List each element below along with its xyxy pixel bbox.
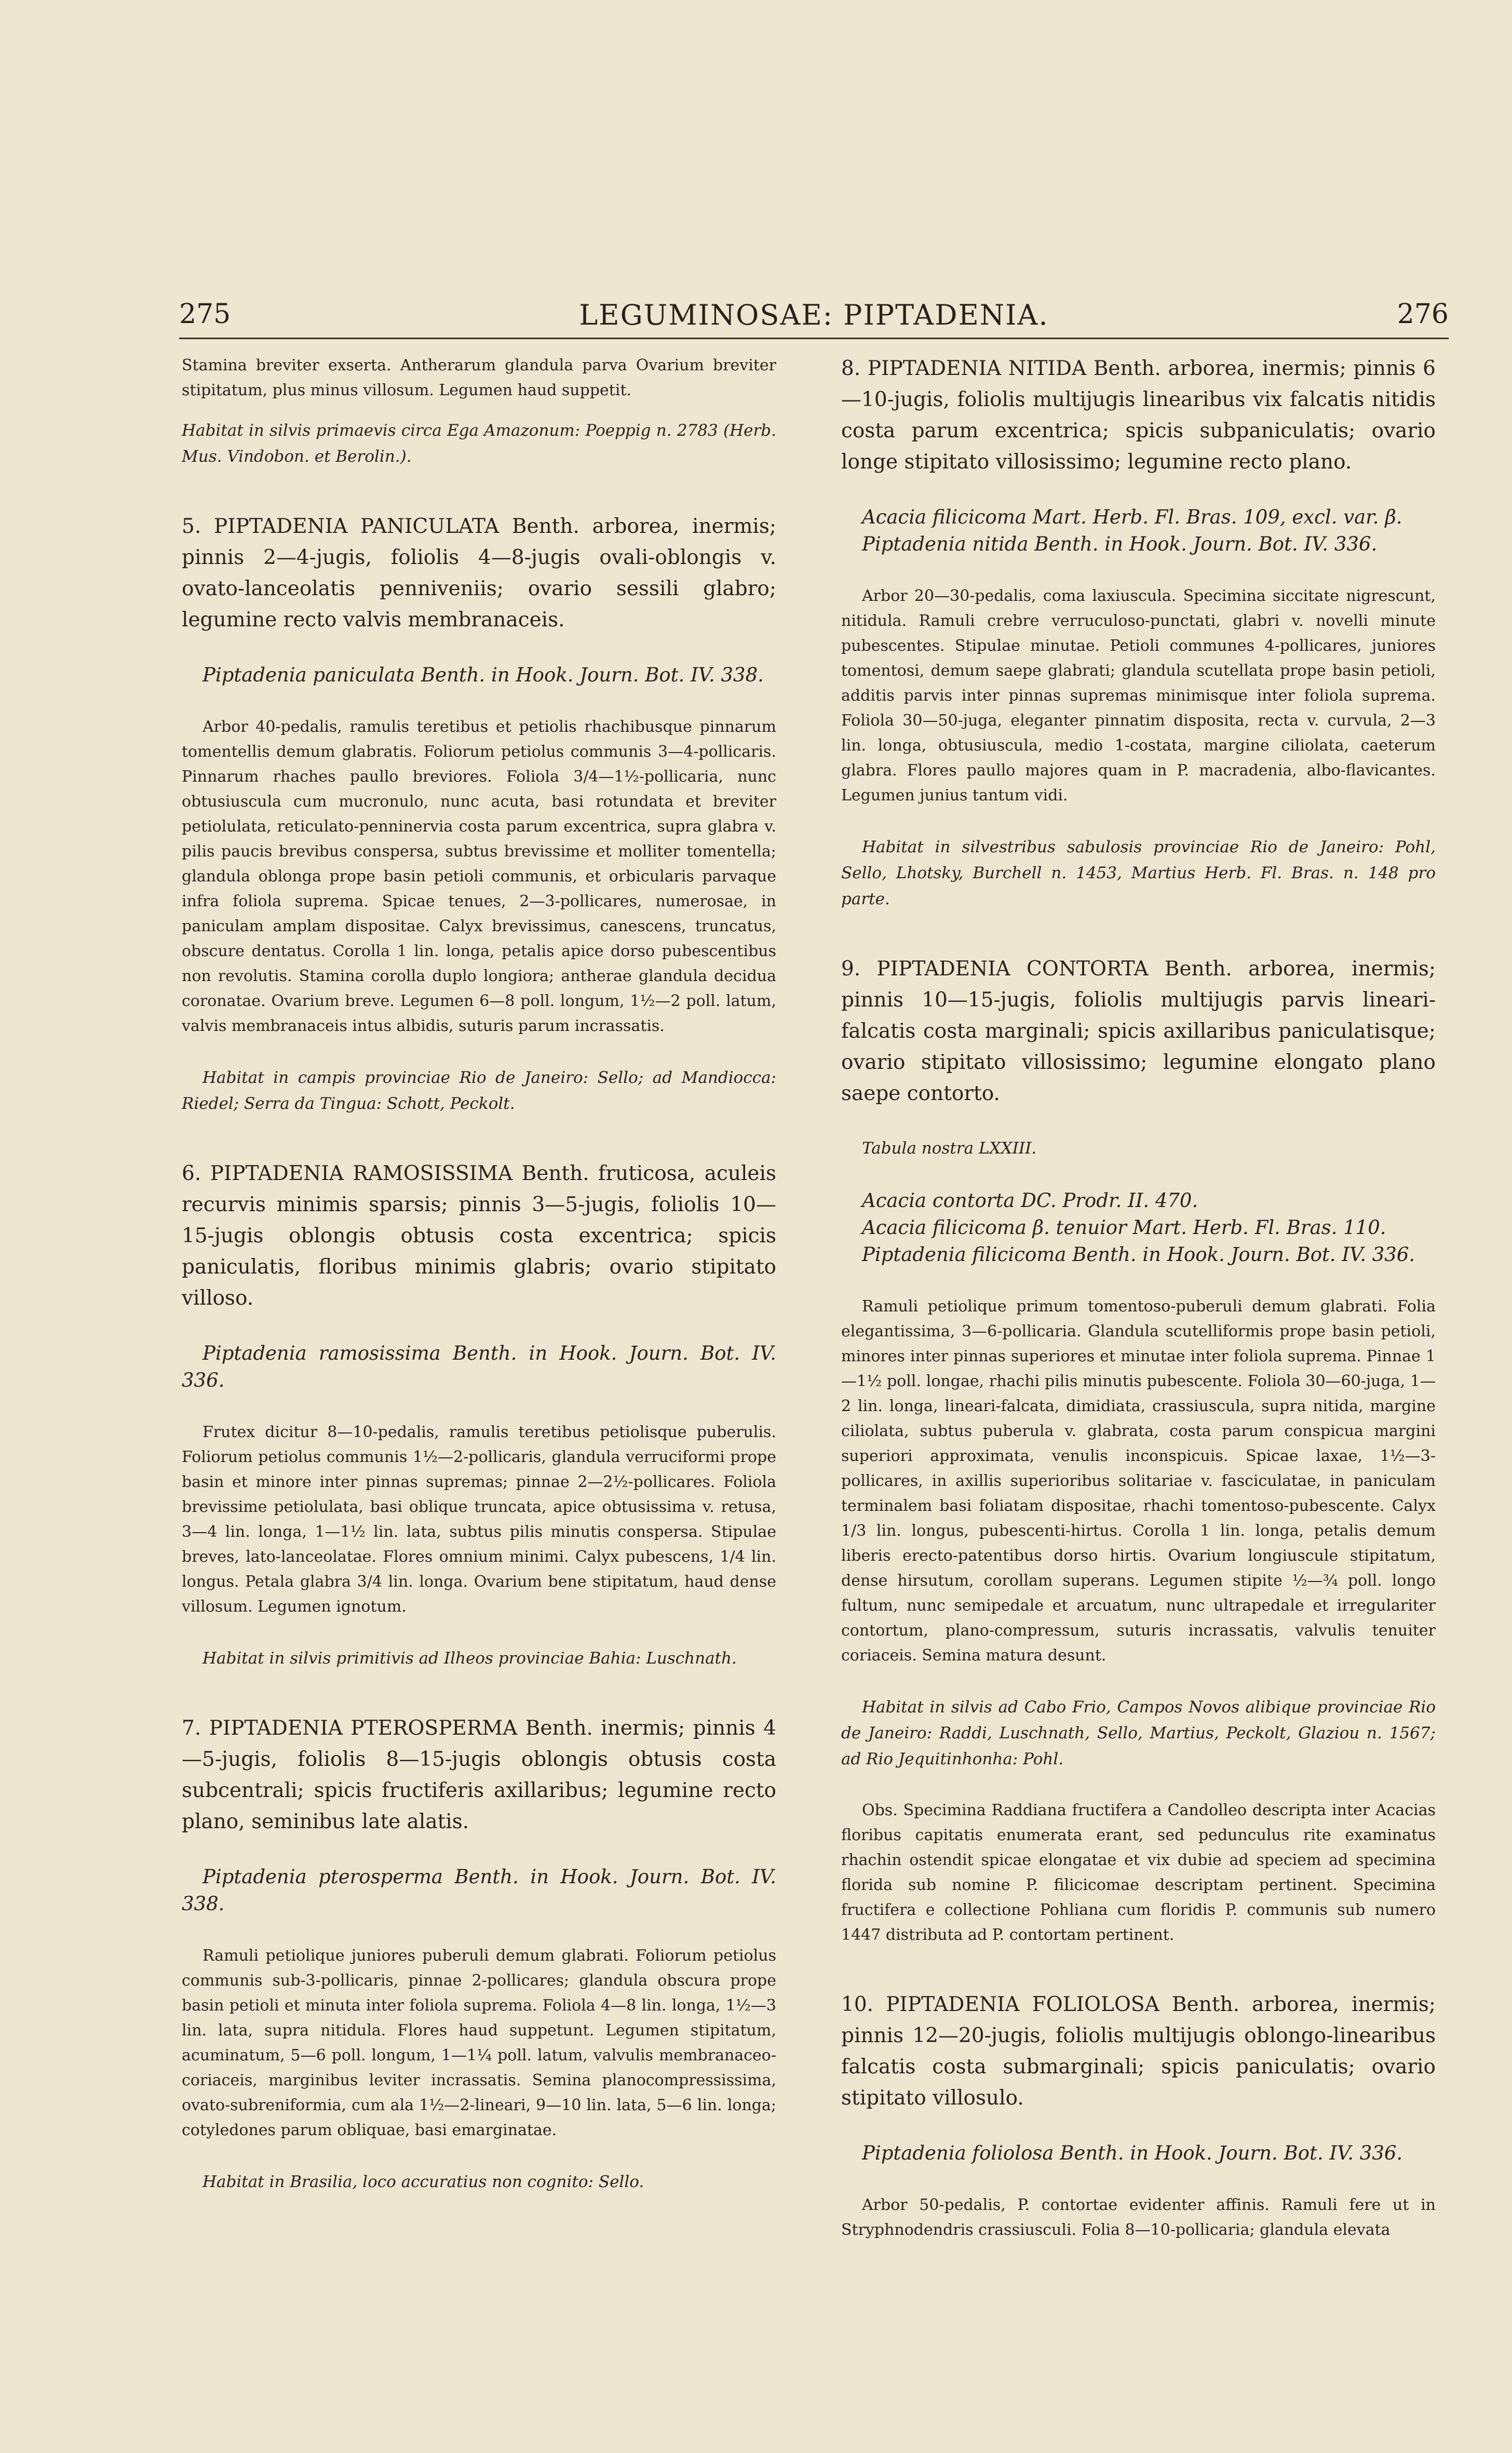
continued-habitat: Habitat in silvis primaevis circa Ega Amazonum: Poeppig n. 2783 (Herb. Mus. Vindobon. et Berolin.). <box>182 421 776 466</box>
species-9-synonym-1: Acacia contorta DC. Prodr. II. 470. <box>862 1189 1198 1212</box>
species-8-description: Arbor 20—30-pedalis, coma laxiuscula. Specimina siccitate nigrescunt, nitidula. Ramuli crebre verruculoso-punctati, glabri v. novelli minute pubescentes. Stipulae minutae. Petioli communes 4-pollicares, juniores tomentosi, demum saepe glabrati; glandula scutellata prope basin petioli, additis parvis inter pinnas supremas minimisque inter foliola suprema. Foliola 30—50-juga, eleganter pinnatim disposita, recta v. curvula, 2—3 lin. longa, obtusiuscula, medio 1-costata, margine ciliolata, caeterum glabra. Flores paullo majores quam in P. macradenia, albo-flavicantes. Legumen junius tantum vidi. <box>841 587 1436 805</box>
species-5-diagnosis: 5. PIPTADENIA PANICULATA Benth. arborea, inermis; pinnis 2—4-jugis, foliolis 4—8-jugis ovali-oblongis v. ovato-lanceolatis penniveniis; ovario sessili glabro; legumine recto valvis membranaceis. <box>182 515 776 632</box>
species-9-habitat: Habitat in silvis ad Cabo Frio, Campos Novos alibique provinciae Rio de Janeiro: Raddi, Luschnath, Sello, Martius, Peckolt, Glaziou n. 1567; ad Rio Jequitinhonha: Pohl. <box>841 1698 1436 1768</box>
species-9-observation: Obs. Specimina Raddiana fructifera a Candolleo descripta inter Acacias floribus capitatis enumerata erant, sed pedunculus rite examinatus rhachin ostendit spicae elongatae et vix dubie ad speciem ad specimina florida sub nomine P. filicicomae descriptam pertinent. Specimina fructifera e collectione Pohliana cum floridis P. communis sub numero 1447 distributa ad P. contortam pertinent. <box>841 1801 1436 1944</box>
species-9-diagnosis: 9. PIPTADENIA CONTORTA Benth. arborea, inermis; pinnis 10—15-jugis, foliolis multijugis parvis lineari-falcatis costa marginali; spicis axillaribus paniculatisque; ovario stipitato villosissimo; legumine elongato plano saepe contorto. <box>841 957 1436 1105</box>
species-10-synonym: Piptadenia foliolosa Benth. in Hook. Journ. Bot. IV. 336. <box>862 2142 1403 2164</box>
species-10-description: Arbor 50-pedalis, P. contortae evidenter affinis. Ramuli fere ut in Stryphnodendris crassiusculi. Folia 8—10-pollicaria; glandula elevata <box>841 2196 1436 2239</box>
continued-description: Stamina breviter exserta. Antherarum glandula parva Ovarium breviter stipitatum, plus minus villosum. Legumen haud suppetit. <box>182 356 776 399</box>
species-6-description: Frutex dicitur 8—10-pedalis, ramulis teretibus petiolisque puberulis. Foliorum petiolus communis 1½—2-pollicaris, glandula verruciformi prope basin et minore inter pinnas supremas; pinnae 2—2½-pollicares. Foliola brevissime petiolulata, basi oblique truncata, apice obtusissima v. retusa, 3—4 lin. longa, 1—1½ lin. lata, subtus pilis minutis conspersa. Stipulae breves, lato-lanceolatae. Flores omnium minimi. Calyx pubescens, 1/4 lin. longus. Petala glabra 3/4 lin. longa. Ovarium bene stipitatum, haud dense villosum. Legumen ignotum. <box>182 1423 776 1616</box>
running-title: LEGUMINOSAE: PIPTADENIA. <box>579 299 1049 331</box>
header-rule <box>179 338 1449 339</box>
species-7-diagnosis: 7. PIPTADENIA PTEROSPERMA Benth. inermis; pinnis 4—5-jugis, foliolis 8—15-jugis oblongis obtusis costa subcentrali; spicis fructiferis axillaribus; legumine recto plano, seminibus late alatis. <box>182 1717 776 1833</box>
species-7-synonym: Piptadenia pterosperma Benth. in Hook. Journ. Bot. IV. 338. <box>182 1866 776 1915</box>
species-10-diagnosis: 10. PIPTADENIA FOLIOLOSA Benth. arborea, inermis; pinnis 12—20-jugis, foliolis multijugis oblongo-linearibus falcatis costa submarginali; spicis paniculatis; ovario stipitato villosulo. <box>841 1993 1436 2110</box>
species-6-diagnosis: 6. PIPTADENIA RAMOSISSIMA Benth. fruticosa, aculeis recurvis minimis sparsis; pinnis 3—5-jugis, foliolis 10—15-jugis oblongis obtusis costa excentrica; spicis paniculatis, floribus minimis glabris; ovario stipitato villoso. <box>182 1162 776 1310</box>
species-5-description: Arbor 40-pedalis, ramulis teretibus et petiolis rhachibusque pinnarum tomentellis demum glabratis. Foliorum petiolus communis 3—4-pollicaris. Pinnarum rhaches paullo breviores. Foliola 3/4—1½-pollicaria, nunc obtusiuscula cum mucronulo, nunc acuta, basi rotundata et breviter petiolulata, reticulato-penninervia costa parum excentrica, supra glabra v. pilis paucis brevibus conspersa, subtus brevissime et molliter tomentella; glandula oblonga prope basin petioli communis, et orbicularis parvaque infra foliola suprema. Spicae tenues, 2—3-pollicares, numerosae, in paniculam amplam dispositae. Calyx brevissimus, canescens, truncatus, obscure dentatus. Corolla 1 lin. longa, petalis apice dorso pubescentibus non revolutis. Stamina corolla duplo longiora; antherae glandula decidua coronatae. Ovarium breve. Legumen 6—8 poll. longum, 1½—2 poll. latum, valvis membranaceis intus albidis, suturis parum incrassatis. <box>182 718 776 1035</box>
species-5-habitat: Habitat in campis provinciae Rio de Janeiro: Sello; ad Mandiocca: Riedel; Serra da Tingua: Schott, Peckolt. <box>182 1068 776 1113</box>
right-column <box>841 353 1436 2243</box>
species-6-synonym: Piptadenia ramosissima Benth. in Hook. Journ. Bot. IV. 336. <box>182 1342 776 1391</box>
species-7-habitat: Habitat in Brasilia, loco accuratius non cognito: Sello. <box>203 2173 644 2191</box>
species-8-habitat: Habitat in silvestribus sabulosis provinciae Rio de Janeiro: Pohl, Sello, Lhotsky, Burchell n. 1453, Martius Herb. Fl. Bras. n. 148 pro parte. <box>841 838 1436 908</box>
species-7-description: Ramuli petiolique juniores puberuli demum glabrati. Foliorum petiolus communis sub-3-pollicaris, pinnae 2-pollicares; glandula obscura prope basin petioli et minuta inter foliola suprema. Foliola 4—8 lin. longa, 1½—3 lin. lata, supra nitidula. Flores haud suppetunt. Legumen stipitatum, acuminatum, 5—6 poll. longum, 1—1¼ poll. latum, valvulis membranaceo-coriaceis, marginibus leviter incrassatis. Semina planocompressissima, ovato-subreniformia, cum ala 1½—2-lineari, 9—10 lin. lata, 5—6 lin. longa; cotyledones parum obliquae, basi emarginatae. <box>182 1947 776 2139</box>
left-column <box>182 353 776 2195</box>
species-9-synonym-2: Acacia filicicoma β. tenuior Mart. Herb. Fl. Bras. 110. <box>862 1216 1386 1239</box>
species-8-synonym-2: Piptadenia nitida Benth. in Hook. Journ. Bot. IV. 336. <box>862 533 1378 555</box>
species-9-plate-reference: Tabula nostra LXXIII. <box>862 1139 1037 1158</box>
species-5-synonym: Piptadenia paniculata Benth. in Hook. Journ. Bot. IV. 338. <box>203 664 764 686</box>
page-number-left: 275 <box>179 299 231 330</box>
species-8-synonym-1: Acacia filicicoma Mart. Herb. Fl. Bras. 109, excl. var. β. <box>862 506 1402 528</box>
species-9-synonym-3: Piptadenia filicicoma Benth. in Hook. Journ. Bot. IV. 336. <box>862 1243 1415 1266</box>
species-9-description: Ramuli petiolique primum tomentoso-puberuli demum glabrati. Folia elegantissima, 3—6-pollicaria. Glandula scutelliformis prope basin petioli, minores inter pinnas superiores et minutae inter foliola suprema. Pinnae 1—1½ poll. longae, rhachi pilis minutis pubescente. Foliola 30—60-juga, 1—2 lin. longa, lineari-falcata, dimidiata, crassiuscula, supra nitida, margine ciliolata, subtus puberula v. glabrata, costa parum conspicua margini superiori approximata, venulis inconspicuis. Spicae laxae, 1½—3-pollicares, in axillis superioribus solitariae v. fasciculatae, in paniculam terminalem basi foliatam dispositae, rhachi tomentoso-pubescente. Calyx 1/3 lin. longus, pubescenti-hirtus. Corolla 1 lin. longa, petalis demum liberis erecto-patentibus dorso hirtis. Ovarium longiuscule stipitatum, dense hirsutum, corollam superans. Legumen stipite ½—¾ poll. longo fultum, nunc semipedale et arcuatum, nunc ultrapedale et irregulariter contortum, plano-compressum, suturis incrassatis, valvulis tenuiter coriaceis. Semina matura desunt. <box>841 1297 1436 1665</box>
page-number-right: 276 <box>1397 299 1449 330</box>
page-header <box>179 299 1449 340</box>
species-6-habitat: Habitat in silvis primitivis ad Ilheos provinciae Bahia: Luschnath. <box>203 1649 737 1668</box>
species-8-diagnosis: 8. PIPTADENIA NITIDA Benth. arborea, inermis; pinnis 6—10-jugis, foliolis multijugis linearibus vix falcatis nitidis costa parum excentrica; spicis subpaniculatis; ovario longe stipitato villosissimo; legumine recto plano. <box>841 357 1436 474</box>
